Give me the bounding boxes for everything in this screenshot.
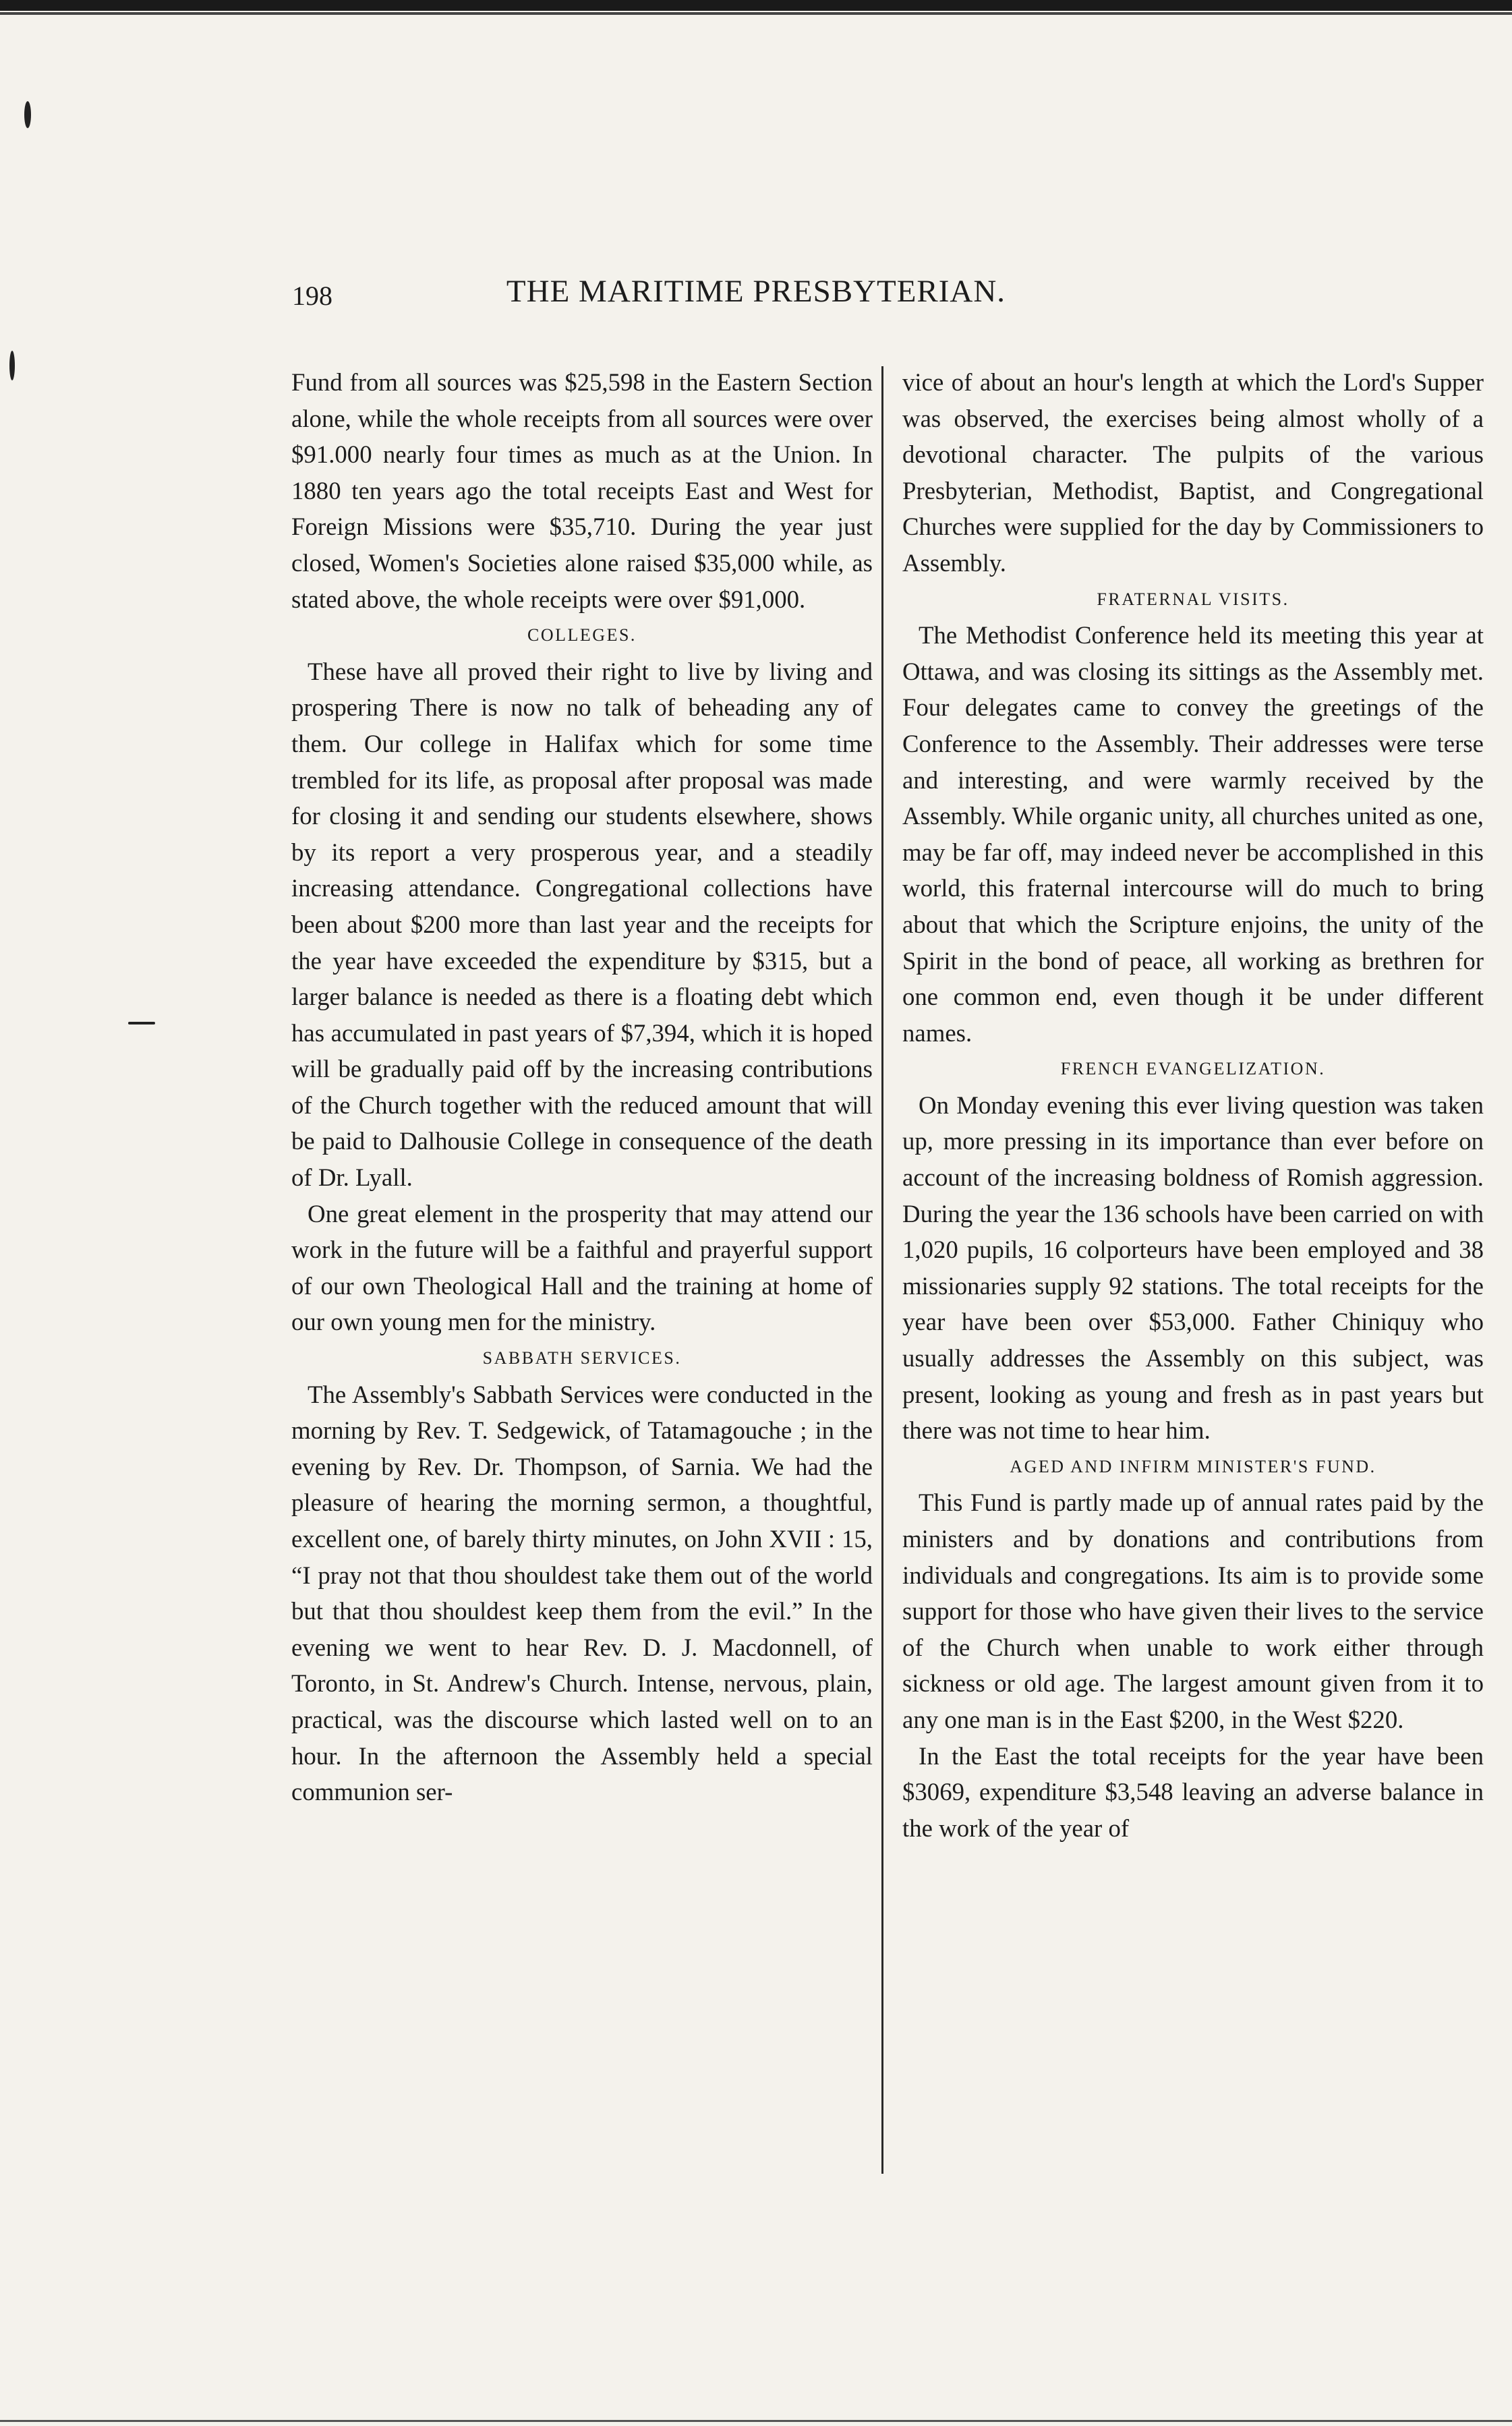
section-heading-french-evangelization: FRENCH EVANGELIZATION.: [1060, 1059, 1326, 1079]
top-border-rule: [0, 0, 1512, 11]
paragraph: One great element in the prosperity that may attend our work in the future will be a faithful and prayerful support of our own Theological Hall and the training at home of our own young men for the ministry.: [291, 1199, 873, 1336]
section-heading-fraternal-visits: FRATERNAL VISITS.: [1097, 589, 1289, 609]
paragraph: This Fund is partly made up of annual rates paid by the ministers and by donations and contributions from individuals and congregations. Its aim is to provide some support for those who have given their lives to the service of the Church when unable to work either through sickness or old age. The largest amount given from it to any one man is in the East $200, in the West $220.: [902, 1489, 1484, 1733]
section-heading-sabbath-services: SABBATH SERVICES.: [482, 1348, 682, 1368]
paragraph: The Methodist Conference held its meeting this year at Ottawa, and was closing its sittings as the Assembly met. Four delegates came to convey the greetings of the Conference to the Assembly. Their addresses were terse and interesting, and were warmly received by the Assembly. While organic unity, all churches united as one, may be far off, may indeed never be accomplished in this world, this fraternal intercourse will do much to bring about that which the Scripture enjoins, the unity of the Spirit in the bond of peace, all working as brethren for one common end, even though it be under different names.: [902, 621, 1484, 1047]
paragraph: vice of about an hour's length at which the Lord's Supper was observed, the exercises being almost wholly of a devotional character. The pulpits of the various Presbyterian, Methodist, Baptist, and Congregational Churches were supplied for the day by Commissioners to Assembly.: [902, 368, 1484, 577]
bottom-border-rule: [0, 2420, 1512, 2422]
column-divider: [881, 366, 883, 2174]
margin-ink-mark: [9, 351, 15, 380]
paragraph: The Assembly's Sabbath Services were conducted in the morning by Rev. T. Sedgewick, of Tatamagouche ; in the evening by Rev. Dr. Thompson, of Sarnia. We had the pleasure of hearing the morning sermon, a thoughtful, excellent one, of barely thirty minutes, on John XVII : 15, “I pray not that thou shouldest take them out of the world but that thou shouldest keep them from the evil.” In the evening we went to hear Rev. D. J. Macdonnell, of Toronto, in St. Andrew's Church. Intense, nervous, plain, practical, was the discourse which lasted well on to an hour. In the afternoon the Assembly held a special communion ser-: [291, 1380, 873, 1806]
running-head-title: THE MARITIME PRESBYTERIAN.: [506, 274, 1006, 309]
section-heading-aged-infirm-fund: AGED AND INFIRM MINISTER'S FUND.: [1010, 1456, 1376, 1476]
paragraph: These have all proved their right to live by living and prospering There is now no talk of beheading any of them. Our college in Halifax which for some time trembled for its life, as proposal after proposal was made for closing it and sending our students elsewhere, shows by its report a very prosperous year, and a steadily increasing attendance. Congregational collections have been about $200 more than last year and the receipts for the year have exceeded the expenditure by $315, but a larger balance is needed as there is a floating debt which has accumulated in past years of $7,394, which it is hoped will be gradually paid off by the increasing contributions of the Church together with the reduced amount that will be paid to Dalhousie College in consequence of the death of Dr. Lyall.: [291, 657, 873, 1192]
paragraph: On Monday evening this ever living question was taken up, more pressing in its importance than ever before on account of the increasing boldness of Romish aggression. During the year the 136 schools have been carried on with 1,020 pupils, 16 colporteurs have been employed and 38 missionaries supply 92 stations. The total receipts for the year have been over $53,000. Father Chiniquy who usually addresses the Assembly on this subject, was present, looking as young and fresh as in past years but there was not time to hear him.: [902, 1091, 1484, 1445]
margin-ink-mark: [24, 101, 31, 128]
paragraph: Fund from all sources was $25,598 in the Eastern Section alone, while the whole receipts from all sources were over $91.000 nearly four times as much as at the Union. In 1880 ten years ago the total receipts East and West for Foreign Missions were $35,710. During the year just closed, Women's Societies alone raised $35,000 while, as stated above, the whole receipts were over $91,000.: [291, 368, 873, 613]
left-column: [291, 364, 873, 1810]
paragraph: In the East the total receipts for the year have been $3069, expenditure $3,548 leaving an adverse balance in the work of the year of: [902, 1741, 1484, 1842]
margin-ink-mark: [128, 1022, 155, 1024]
section-heading-colleges: COLLEGES.: [527, 625, 637, 645]
page-number: 198: [292, 281, 332, 311]
top-border-rule-thin: [0, 12, 1512, 15]
right-column: [902, 364, 1484, 1846]
